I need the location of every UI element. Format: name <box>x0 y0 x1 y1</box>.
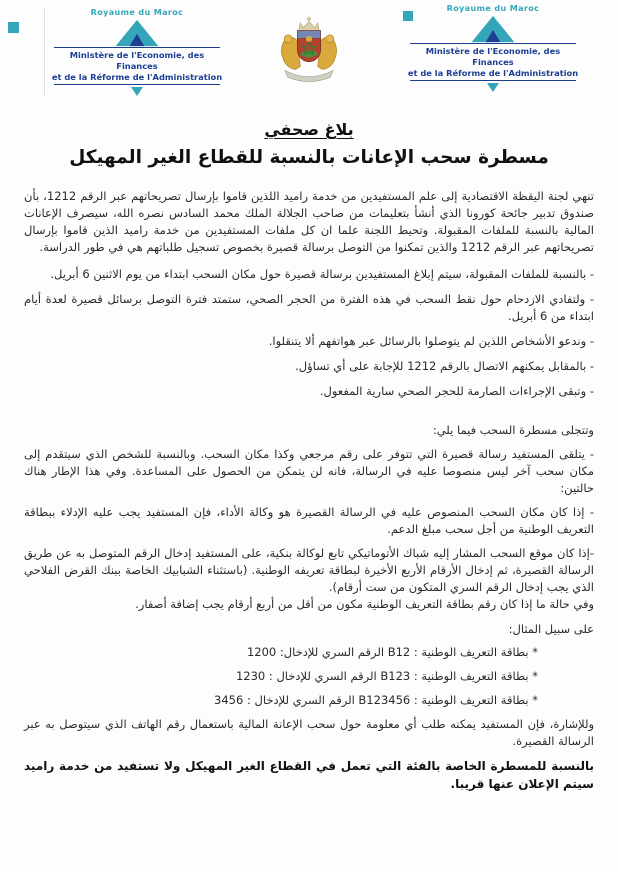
ministry-triangle-down-icon <box>404 83 582 92</box>
ministry-name <box>404 45 582 79</box>
ministry-name-line1: Ministère de l'Economie, des Finances <box>69 50 205 71</box>
press-release-title: بلاغ صحفي <box>264 120 354 139</box>
procedure-heading: وتتجلى مسطرة السحب فيما يلي: <box>432 423 594 437</box>
procedure-paragraph: -إذا كان موقع السحب المشار إليه شباك الأتوماتيكي تابع لوكالة بنكية، على المستفيد إدخال الرقم المتوصل به عن طريق الرسالة القصيرة، ثم إدخال الأرقام الأربع الأخيرة لبطاقة تعريفه الوطنية. (باستثناء الشبابيك الخاصة ببنك القرض الفلاحي الذي يجب إدخال الرقم السري المتكون من ست أرقام). <box>24 546 594 594</box>
intro-paragraph: تنهي لجنة اليقظة الاقتصادية إلى علم المستفيدين من خدمة راميد اللذين قاموا بإرسال تصريحاتهم عبر الرقم 1212، بأن صندوق تدبير جائحة كورونا الذي أنشأ بتعليمات من صاحب الجلالة الملك محمد السادس نصره الله، سيصرف الإعانات المالية بالنسبة للملفات المقبولة. وتحيط اللجنة علما ان كل ملفات المستفيدين من خدمة راميد الذين قاموا بإرسال تصريحاتهم عبر الرقم 1212 والذين تمكنوا من التوصل برسالة قصيرة بخصوص تسجيل طلباتهم هي في طور الدراسة. <box>24 189 594 254</box>
note-paragraph: وللإشارة، فإن المستفيد يمكنه طلب أي معلومة حول سحب الإعانة المالية باستعمال رقم الهاتف الذي سيتوصل به عبر الرسالة القصيرة. <box>24 717 594 748</box>
document-body <box>24 120 594 793</box>
teal-square-icon <box>8 22 19 33</box>
bullet-item: - بالنسبة للملفات المقبولة، سيتم إبلاغ المستفيدين برسالة قصيرة حول مكان السحب ابتداء من يوم الاثنين 6 أبريل. <box>50 267 594 281</box>
divider <box>410 43 576 44</box>
divider <box>54 47 220 48</box>
kingdom-label: Royaume du Maroc <box>446 4 540 13</box>
closing-statement: بالنسبة للمسطرة الخاصة بالفئة التي تعمل في القطاع الغير المهيكل ولا تستفيد من خدمة راميد سيتم الإعلان عنها قريبا. <box>24 759 594 791</box>
examples-heading: على سبيل المثال: <box>508 622 594 636</box>
bullet-item: - وندعو الأشخاص اللذين لم يتوصلوا بالرسائل عبر هواتفهم ألا يتنقلوا. <box>268 334 594 348</box>
divider <box>54 84 220 85</box>
ministry-name <box>48 49 226 83</box>
bullet-item: - ولتفادي الازدحام حول نقط السحب في هذه الفترة من الحجر الصحي، ستمتد فترة التوصل برسائل قصيرة لعدة أيام ابتداء من 6 أبريل. <box>24 292 594 323</box>
bullet-item: - بالمقابل يمكنهم الاتصال بالرقم 1212 للإجابة على أي تساؤل. <box>295 359 594 373</box>
kingdom-label: Royaume du Maroc <box>90 8 184 17</box>
ministry-logo-right <box>404 4 582 92</box>
ministry-name-line1: Ministère de l'Economie, des Finances <box>425 46 561 67</box>
procedure-paragraph: - يتلقى المستفيد رسالة قصيرة التي تتوفر على رقم مرجعي وكذا مكان السحب. وبالنسبة للشخص الذي سيتقدم إلى مكان سحب آخر ليس منصوصا عليه في الرسالة، فانه لن يتمكن من الحصول على المساعدة. وفي هذا الإطار هناك حالتين: <box>24 447 594 495</box>
example-item: * بطاقة التعريف الوطنية : B12 الرقم السري للإدخال: 1200 <box>246 645 538 659</box>
divider <box>410 80 576 81</box>
example-item: * بطاقة التعريف الوطنية : B123 الرقم السري للإدخال : 1230 <box>235 669 538 683</box>
ministry-triangle-down-icon <box>48 87 226 96</box>
page-title: مسطرة سحب الإعانات بالنسبة للقطاع الغير المهيكل <box>69 147 549 168</box>
procedure-paragraph: وفي حالة ما إذا كان رقم بطاقة التعريف الوطنية مكون من أقل من أربع أرقام يجب إضافة أصفار. <box>135 597 594 611</box>
morocco-coat-of-arms-icon <box>277 14 341 92</box>
ministry-name-line2: et de la Réforme de l'Administration <box>51 71 223 82</box>
ministry-logo-left <box>44 8 226 96</box>
ministry-triangle-icon <box>48 19 226 47</box>
bullet-item: - وتبقى الإجراءات الصارمة للحجر الصحي سارية المفعول. <box>319 384 594 398</box>
example-item: * بطاقة التعريف الوطنية : B123456 الرقم السري للإدخال : 3456 <box>214 693 538 707</box>
procedure-paragraph: - إذا كان مكان السحب المنصوص عليه في الرسالة القصيرة هو وكالة الأداء، فإن المستفيد يجب عليه الإدلاء ببطاقة التعريف الوطنية من أجل سحب مبلغ الدعم. <box>24 505 594 536</box>
ministry-triangle-icon <box>404 15 582 43</box>
ministry-name-line2: et de la Réforme de l'Administration <box>407 67 579 78</box>
